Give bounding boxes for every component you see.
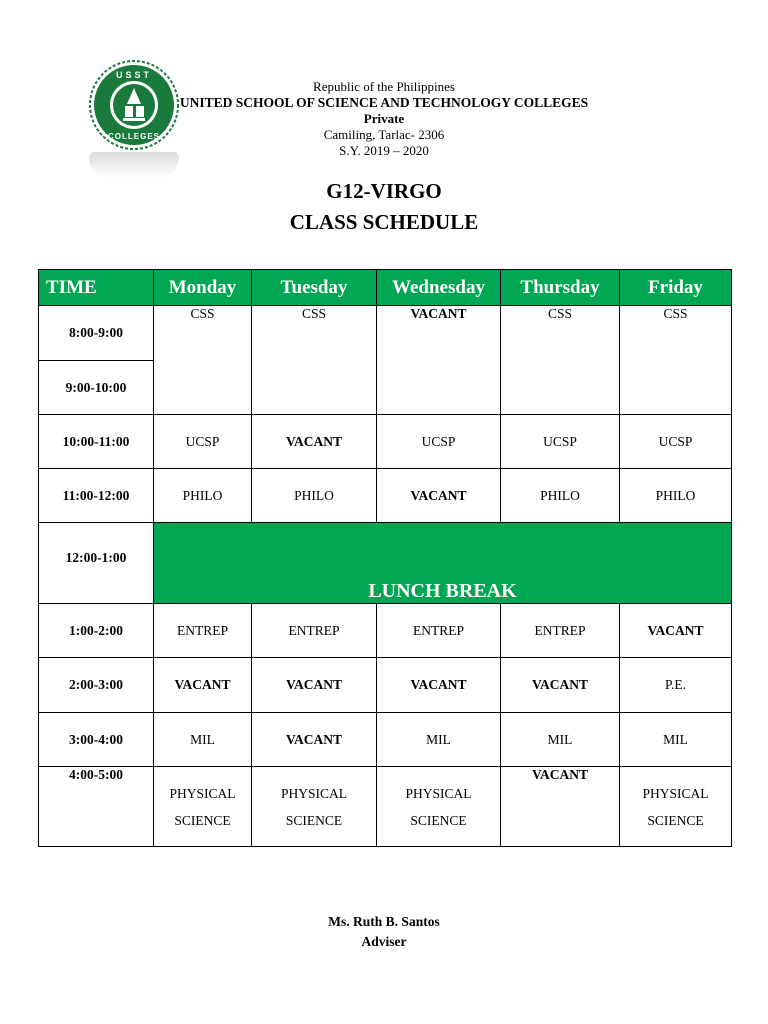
schedule-cell xyxy=(252,767,377,847)
table-header-row xyxy=(39,270,732,306)
schedule-cell: CSS xyxy=(620,306,732,415)
schedule-cell: VACANT xyxy=(252,713,377,767)
time-cell: 4:00-5:00 xyxy=(39,767,154,847)
schedule-cell: UCSP xyxy=(620,415,732,469)
schedule-cell: ENTREP xyxy=(252,604,377,658)
schedule-cell: MIL xyxy=(620,713,732,767)
class-schedule-table xyxy=(38,269,732,847)
schedule-cell: VACANT xyxy=(252,415,377,469)
document-title xyxy=(0,176,768,238)
schedule-cell xyxy=(377,767,501,847)
schedule-cell: UCSP xyxy=(377,415,501,469)
schedule-title: CLASS SCHEDULE xyxy=(289,210,479,234)
header-thursday: Thursday xyxy=(501,270,620,306)
schedule-cell: VACANT xyxy=(501,658,620,713)
table-row xyxy=(39,658,732,713)
schedule-cell: CSS xyxy=(154,306,252,415)
school-name: UNITED SCHOOL OF SCIENCE AND TECHNOLOGY COLLEGES xyxy=(179,95,589,110)
schedule-cell: P.E. xyxy=(620,658,732,713)
schedule-cell: MIL xyxy=(501,713,620,767)
schedule-cell: VACANT xyxy=(377,469,501,523)
schedule-cell: MIL xyxy=(154,713,252,767)
schedule-cell xyxy=(154,767,252,847)
schedule-cell: ENTREP xyxy=(377,604,501,658)
schedule-cell: MIL xyxy=(377,713,501,767)
schedule-cell: VACANT xyxy=(377,306,501,415)
subject-line-1: PHYSICAL xyxy=(405,785,472,801)
adviser-role: Adviser xyxy=(361,934,407,949)
time-cell: 3:00-4:00 xyxy=(39,713,154,767)
schedule-cell: VACANT xyxy=(252,658,377,713)
subject-line-2: SCIENCE xyxy=(410,812,467,828)
time-cell: 9:00-10:00 xyxy=(39,361,154,415)
time-cell: 8:00-9:00 xyxy=(39,306,154,361)
time-cell: 1:00-2:00 xyxy=(39,604,154,658)
header-monday: Monday xyxy=(154,270,252,306)
time-cell: 10:00-11:00 xyxy=(39,415,154,469)
country-line: Republic of the Philippines xyxy=(313,79,455,94)
schedule-cell: PHILO xyxy=(252,469,377,523)
school-year: S.Y. 2019 – 2020 xyxy=(339,143,429,158)
time-cell: 12:00-1:00 xyxy=(39,523,154,604)
subject-line-2: SCIENCE xyxy=(174,812,231,828)
logo-bottom-text: COLLEGES xyxy=(107,132,161,141)
schedule-cell: CSS xyxy=(501,306,620,415)
header-time: TIME xyxy=(39,270,154,306)
schedule-cell: VACANT xyxy=(620,604,732,658)
time-cell: 2:00-3:00 xyxy=(39,658,154,713)
table-row xyxy=(39,767,732,847)
header-wednesday: Wednesday xyxy=(377,270,501,306)
schedule-cell: ENTREP xyxy=(154,604,252,658)
header-friday: Friday xyxy=(620,270,732,306)
logo-top-text: USST xyxy=(115,70,153,80)
schedule-cell xyxy=(620,767,732,847)
adviser-signature-block xyxy=(0,912,768,952)
schedule-cell: ENTREP xyxy=(501,604,620,658)
subject-line-1: PHYSICAL xyxy=(280,785,347,801)
schedule-cell: VACANT xyxy=(501,767,620,847)
schedule-cell: PHILO xyxy=(154,469,252,523)
table-row xyxy=(39,415,732,469)
school-address: Camiling, Tarlac- 2306 xyxy=(323,127,445,142)
section-name: G12-VIRGO xyxy=(326,179,442,203)
subject-line-2: SCIENCE xyxy=(647,812,704,828)
schedule-cell: UCSP xyxy=(501,415,620,469)
adviser-name: Ms. Ruth B. Santos xyxy=(328,914,440,929)
subject-line-2: SCIENCE xyxy=(285,812,343,828)
lunch-break-cell: LUNCH BREAK xyxy=(154,523,732,604)
school-type: Private xyxy=(363,111,405,126)
schedule-cell: CSS xyxy=(252,306,377,415)
document-header xyxy=(0,79,768,159)
header-tuesday: Tuesday xyxy=(252,270,377,306)
schedule-cell: PHILO xyxy=(501,469,620,523)
subject-line-1: PHYSICAL xyxy=(642,785,709,801)
subject-line-1: PHYSICAL xyxy=(169,785,236,801)
schedule-cell: VACANT xyxy=(377,658,501,713)
schedule-cell: VACANT xyxy=(154,658,252,713)
table-row xyxy=(39,469,732,523)
schedule-cell: UCSP xyxy=(154,415,252,469)
table-row xyxy=(39,604,732,658)
time-cell: 11:00-12:00 xyxy=(39,469,154,523)
table-row xyxy=(39,713,732,767)
table-row xyxy=(39,523,732,604)
table-row xyxy=(39,306,732,361)
schedule-cell: PHILO xyxy=(620,469,732,523)
